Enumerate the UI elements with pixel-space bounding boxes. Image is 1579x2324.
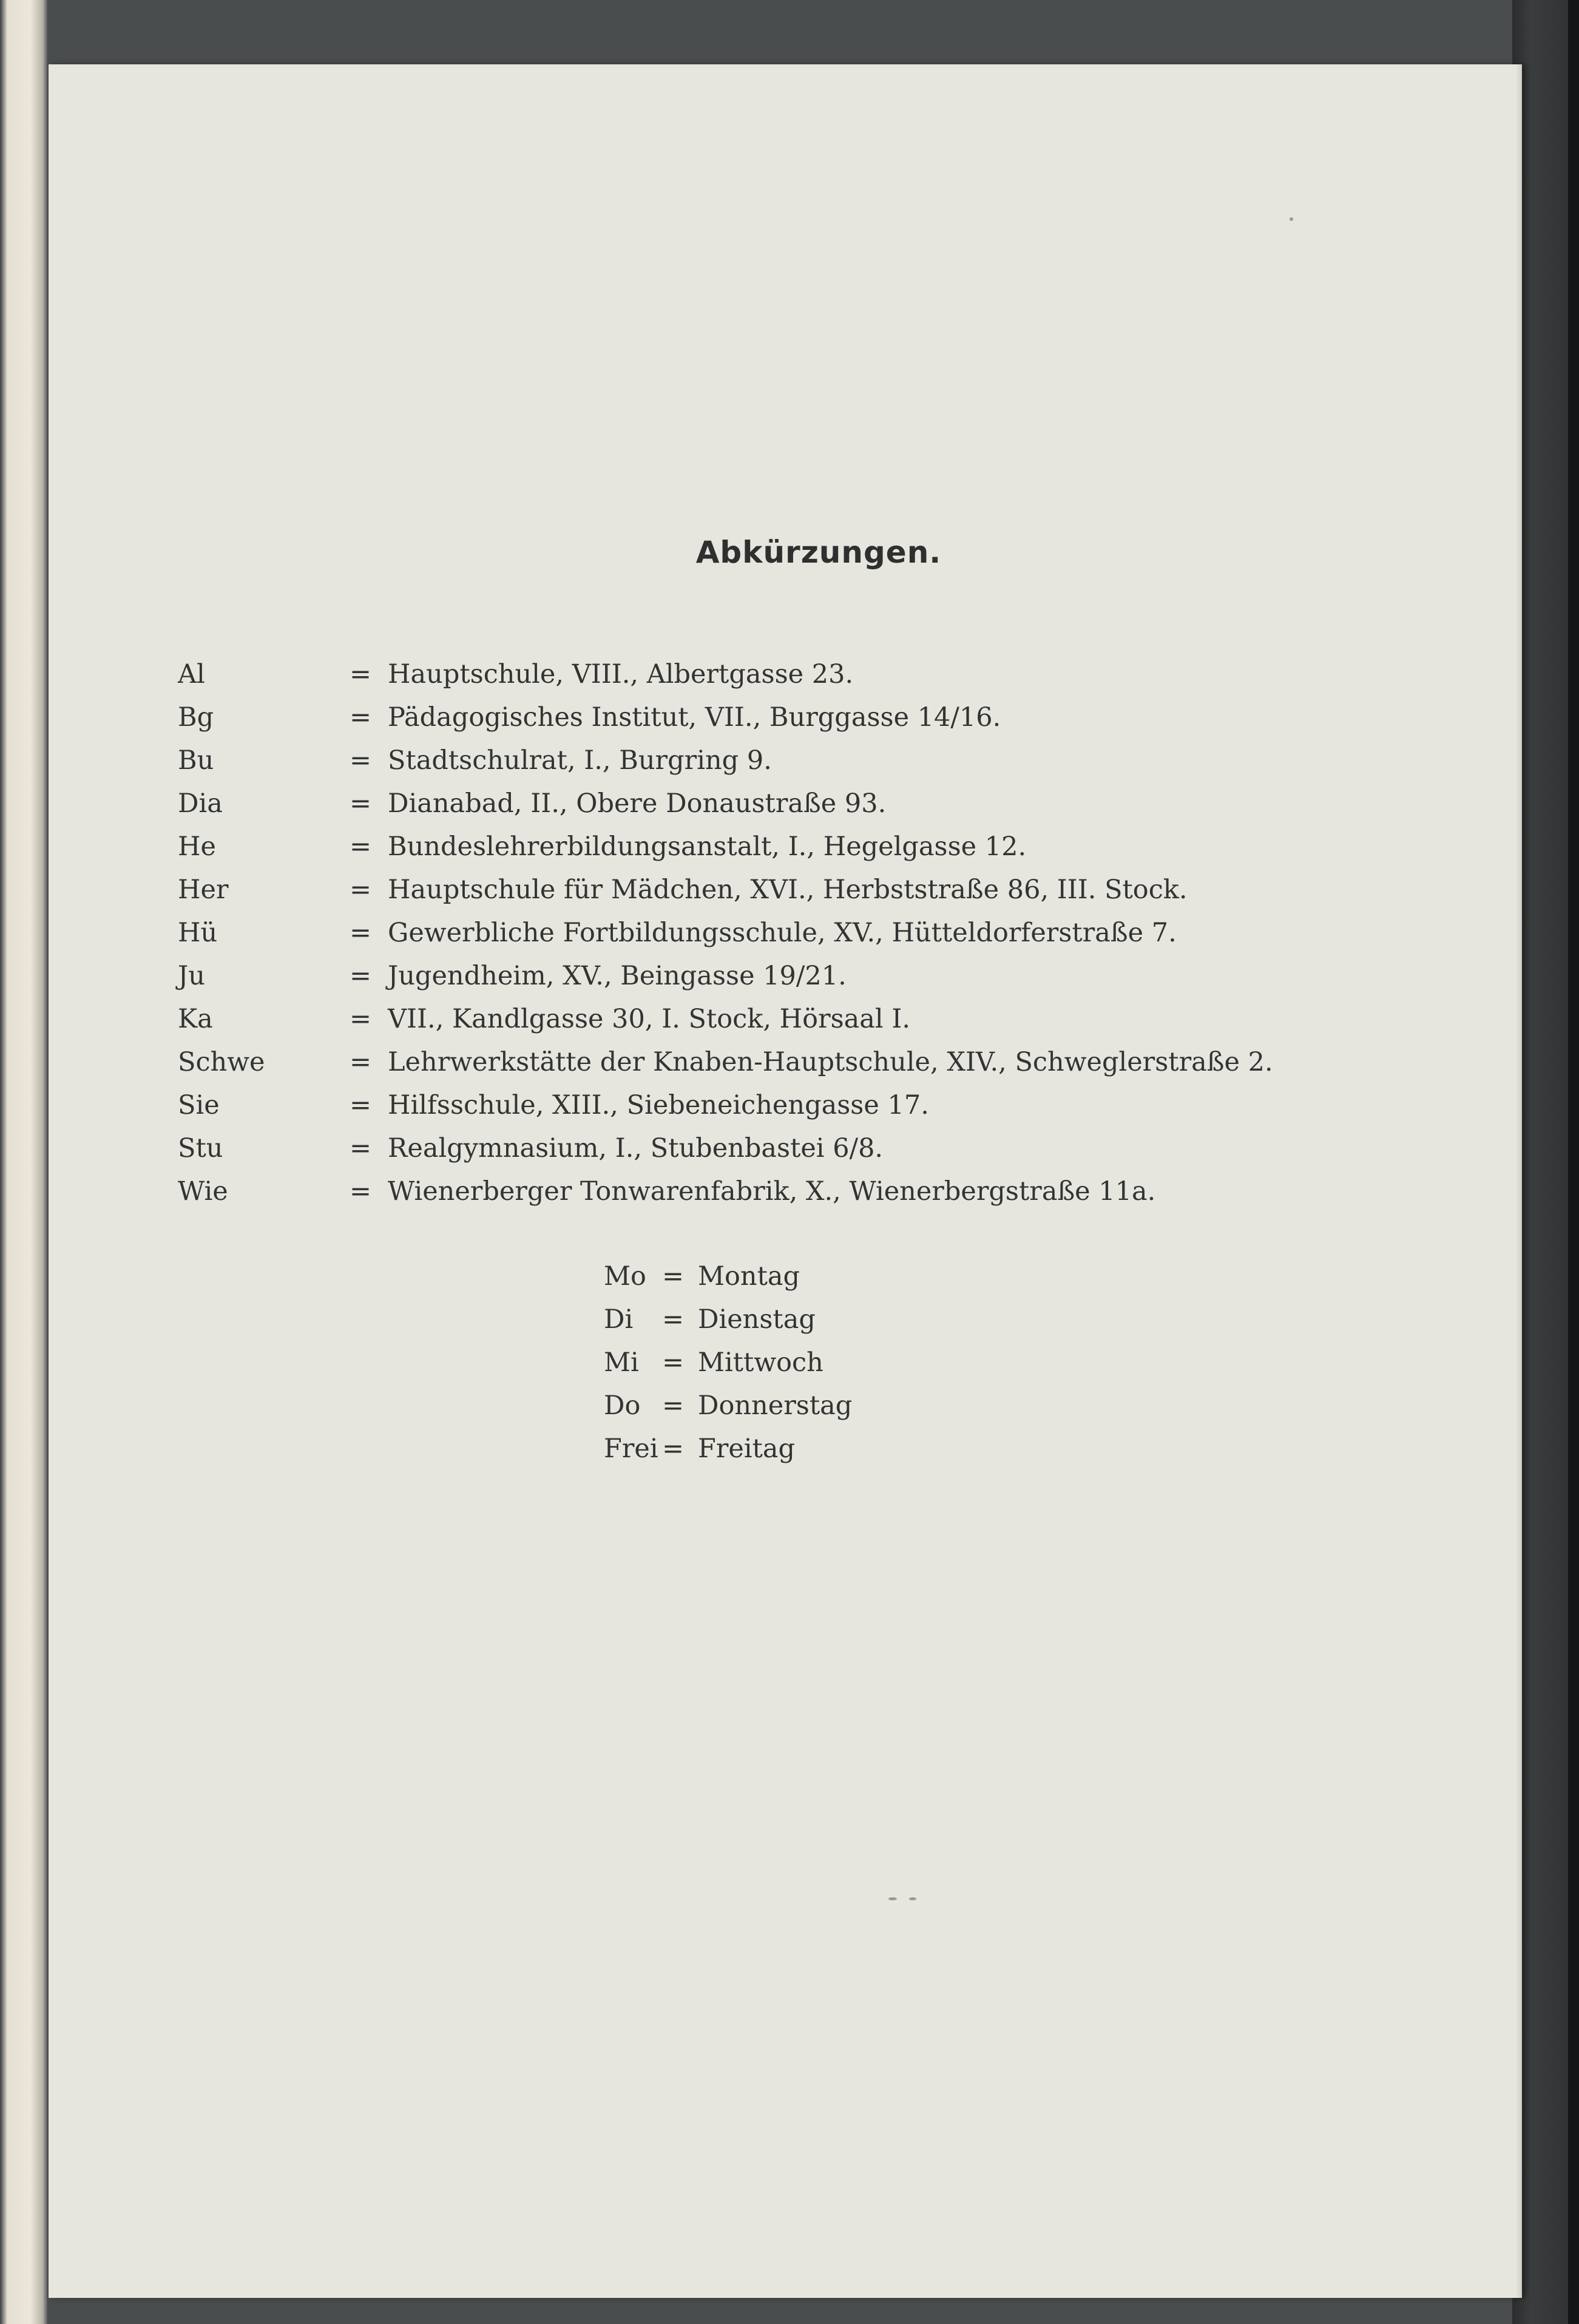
weekday-row (604, 1261, 968, 1304)
abbreviation-row (178, 961, 1452, 1004)
weekday-name: Donnerstag (698, 1391, 853, 1421)
weekday-name: Freitag (698, 1434, 796, 1464)
weekday-row (604, 1391, 968, 1434)
abbreviation-row (178, 875, 1452, 918)
abbreviation-description: Realgymnasium, I., Stubenbastei 6/8. (388, 1133, 884, 1164)
weekday-row (604, 1347, 968, 1391)
equals-sign: = (350, 702, 372, 733)
abbreviation-description: Stadtschulrat, I., Burgring 9. (388, 745, 772, 776)
equals-sign: = (350, 961, 372, 991)
equals-sign: = (350, 832, 372, 862)
weekday-row (604, 1304, 968, 1347)
weekday-code: Mi (604, 1347, 639, 1378)
abbreviation-code: Sie (178, 1090, 220, 1120)
page-title: Abkürzungen. (695, 535, 942, 570)
equals-sign: = (350, 1133, 372, 1164)
abbreviation-code: Al (178, 659, 205, 689)
equals-sign: = (350, 875, 372, 905)
abbreviation-row (178, 745, 1452, 788)
weekday-list (604, 1261, 968, 1477)
abbreviation-code: Wie (178, 1176, 228, 1207)
equals-sign: = (662, 1261, 685, 1292)
abbreviation-row (178, 788, 1452, 832)
document-page (49, 64, 1522, 2298)
equals-sign: = (662, 1304, 685, 1335)
weekday-code: Mo (604, 1261, 646, 1292)
abbreviation-row (178, 659, 1452, 702)
abbreviation-list (178, 659, 1452, 1219)
weekday-row (604, 1434, 968, 1477)
equals-sign: = (350, 788, 372, 819)
abbreviation-description: Hauptschule, VIII., Albertgasse 23. (388, 659, 854, 689)
abbreviation-code: He (178, 832, 216, 862)
abbreviation-code: Bu (178, 745, 214, 776)
equals-sign: = (350, 918, 372, 948)
paper-speck (888, 1897, 897, 1900)
abbreviation-row (178, 918, 1452, 961)
adjacent-page-edge (0, 0, 47, 2324)
weekday-code: Do (604, 1391, 641, 1421)
abbreviation-row (178, 1176, 1452, 1219)
weekday-code: Di (604, 1304, 634, 1335)
abbreviation-description: Jugendheim, XV., Beingasse 19/21. (388, 961, 847, 991)
equals-sign: = (350, 659, 372, 689)
scanner-edge-bar (1568, 0, 1579, 2324)
abbreviation-description: Pädagogisches Institut, VII., Burggasse 14/16. (388, 702, 1001, 733)
abbreviation-description: Dianabad, II., Obere Donaustraße 93. (388, 788, 887, 819)
equals-sign: = (350, 745, 372, 776)
equals-sign: = (662, 1434, 685, 1464)
abbreviation-code: Dia (178, 788, 223, 819)
abbreviation-code: Her (178, 875, 229, 905)
abbreviation-description: Hilfsschule, XIII., Siebeneichengasse 17. (388, 1090, 929, 1120)
abbreviation-row (178, 1133, 1452, 1176)
equals-sign: = (662, 1391, 685, 1421)
abbreviation-description: Lehrwerkstätte der Knaben-Hauptschule, XIV., Schweglerstraße 2. (388, 1047, 1273, 1077)
paper-speck (1290, 217, 1293, 221)
abbreviation-description: Gewerbliche Fortbildungsschule, XV., Hütteldorferstraße 7. (388, 918, 1177, 948)
abbreviation-description: Bundeslehrerbildungsanstalt, I., Hegelgasse 12. (388, 832, 1027, 862)
abbreviation-row (178, 1047, 1452, 1090)
abbreviation-row (178, 1004, 1452, 1047)
equals-sign: = (350, 1047, 372, 1077)
abbreviation-code: Schwe (178, 1047, 265, 1077)
equals-sign: = (350, 1176, 372, 1207)
abbreviation-row (178, 1090, 1452, 1133)
abbreviation-description: Hauptschule für Mädchen, XVI., Herbststraße 86, III. Stock. (388, 875, 1188, 905)
weekday-name: Dienstag (698, 1304, 816, 1335)
weekday-name: Montag (698, 1261, 800, 1292)
abbreviation-row (178, 832, 1452, 875)
equals-sign: = (350, 1004, 372, 1034)
abbreviation-code: Ka (178, 1004, 213, 1034)
abbreviation-code: Bg (178, 702, 214, 733)
abbreviation-row (178, 702, 1452, 745)
abbreviation-description: Wienerberger Tonwarenfabrik, X., Wienerbergstraße 11a. (388, 1176, 1156, 1207)
weekday-code: Frei (604, 1434, 658, 1464)
abbreviation-code: Ju (178, 961, 205, 991)
abbreviation-code: Stu (178, 1133, 223, 1164)
abbreviation-code: Hü (178, 918, 218, 948)
equals-sign: = (350, 1090, 372, 1120)
abbreviation-description: VII., Kandlgasse 30, I. Stock, Hörsaal I. (388, 1004, 911, 1034)
paper-speck (909, 1897, 916, 1900)
equals-sign: = (662, 1347, 685, 1378)
weekday-name: Mittwoch (698, 1347, 823, 1378)
